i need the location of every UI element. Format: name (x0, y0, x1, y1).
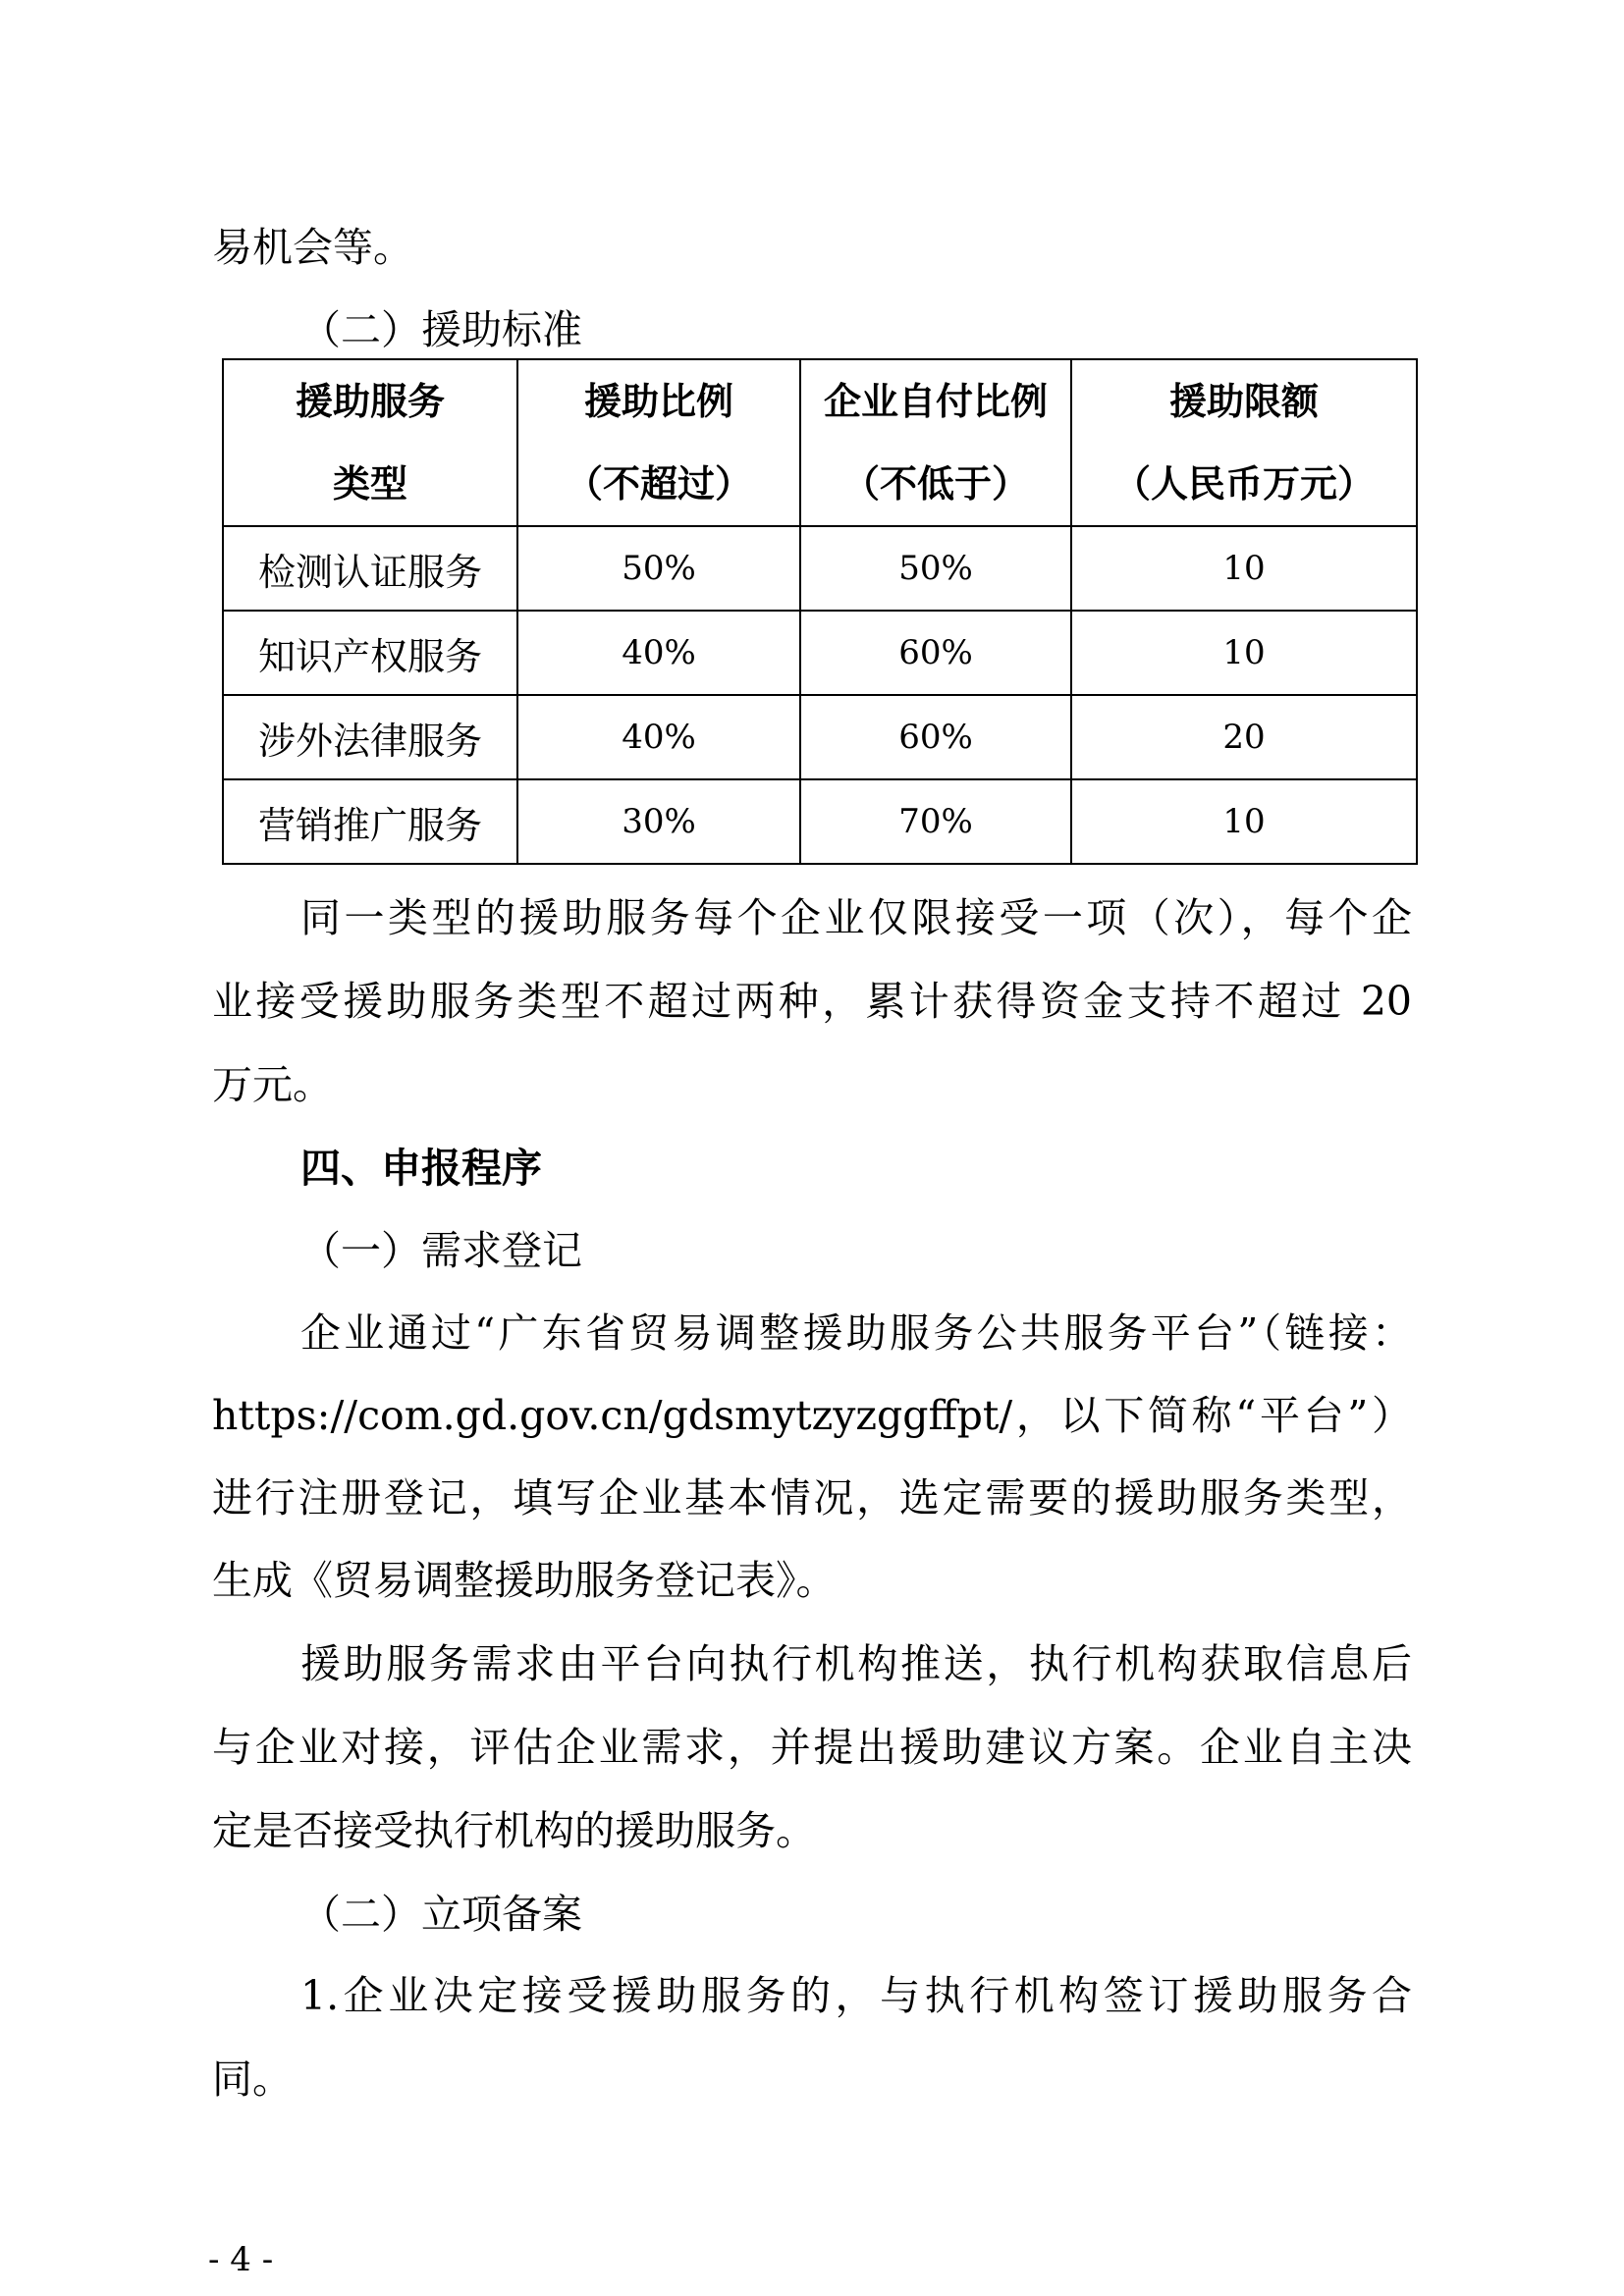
limit-cell: 10 (1071, 526, 1417, 611)
paragraph-line: https://com.gd.gov.cn/gdsmytzyzggffpt/，以下简称“平台”） (212, 1392, 1412, 1439)
self-pay-cell: 70% (800, 779, 1071, 864)
paragraph-line: 定是否接受执行机构的援助服务。 (212, 1807, 816, 1854)
limit-cell: 10 (1071, 611, 1417, 695)
paragraph-line: 1.企业决定接受援助服务的，与执行机构签订援助服务合 (300, 1972, 1412, 2019)
paragraph-line: 企业通过“广东省贸易调整援助服务公共服务平台”（链接： (300, 1309, 1412, 1357)
assistance-standard-table (222, 358, 1418, 865)
table-row (223, 526, 1417, 611)
table-row (223, 611, 1417, 695)
table-row (223, 695, 1417, 779)
service-type-cell: 检测认证服务 (223, 526, 517, 611)
paragraph-line: 援助服务需求由平台向执行机构推送，执行机构获取信息后 (300, 1640, 1412, 1687)
paragraph-line: 易机会等。 (212, 224, 413, 271)
limit-cell: 20 (1071, 695, 1417, 779)
section-heading: 四、申报程序 (300, 1145, 542, 1192)
ratio-cell: 40% (517, 611, 800, 695)
ratio-cell: 40% (517, 695, 800, 779)
header-cell: 援助限额 （人民币万元） (1071, 359, 1417, 526)
subsection-heading: （二）援助标准 (300, 306, 582, 353)
header-cell: 企业自付比例 （不低于） (800, 359, 1071, 526)
service-type-cell: 涉外法律服务 (223, 695, 517, 779)
ratio-cell: 50% (517, 526, 800, 611)
self-pay-cell: 60% (800, 611, 1071, 695)
self-pay-cell: 50% (800, 526, 1071, 611)
limit-cell: 10 (1071, 779, 1417, 864)
paragraph-line: 业接受援助服务类型不超过两种，累计获得资金支持不超过 20 (212, 978, 1412, 1025)
service-type-cell: 营销推广服务 (223, 779, 517, 864)
paragraph-line: 同。 (212, 2056, 293, 2103)
header-cell: 援助比例 （不超过） (517, 359, 800, 526)
ratio-cell: 30% (517, 779, 800, 864)
paragraph-line: 生成《贸易调整援助服务登记表》。 (212, 1557, 837, 1604)
header-cell: 援助服务 类型 (223, 359, 517, 526)
table-row (223, 779, 1417, 864)
paragraph-line: 与企业对接，评估企业需求，并提出援助建议方案。企业自主决 (212, 1724, 1412, 1771)
subsection-heading: （二）立项备案 (300, 1891, 582, 1938)
paragraph-line: 同一类型的援助服务每个企业仅限接受一项（次），每个企 (300, 894, 1412, 941)
paragraph-line: 进行注册登记，填写企业基本情况，选定需要的援助服务类型， (212, 1474, 1412, 1522)
self-pay-cell: 60% (800, 695, 1071, 779)
table-header-row (223, 359, 1417, 526)
paragraph-line: 万元。 (212, 1061, 333, 1108)
subsection-heading: （一）需求登记 (300, 1227, 582, 1274)
page-number: - 4 - (208, 2240, 274, 2279)
service-type-cell: 知识产权服务 (223, 611, 517, 695)
